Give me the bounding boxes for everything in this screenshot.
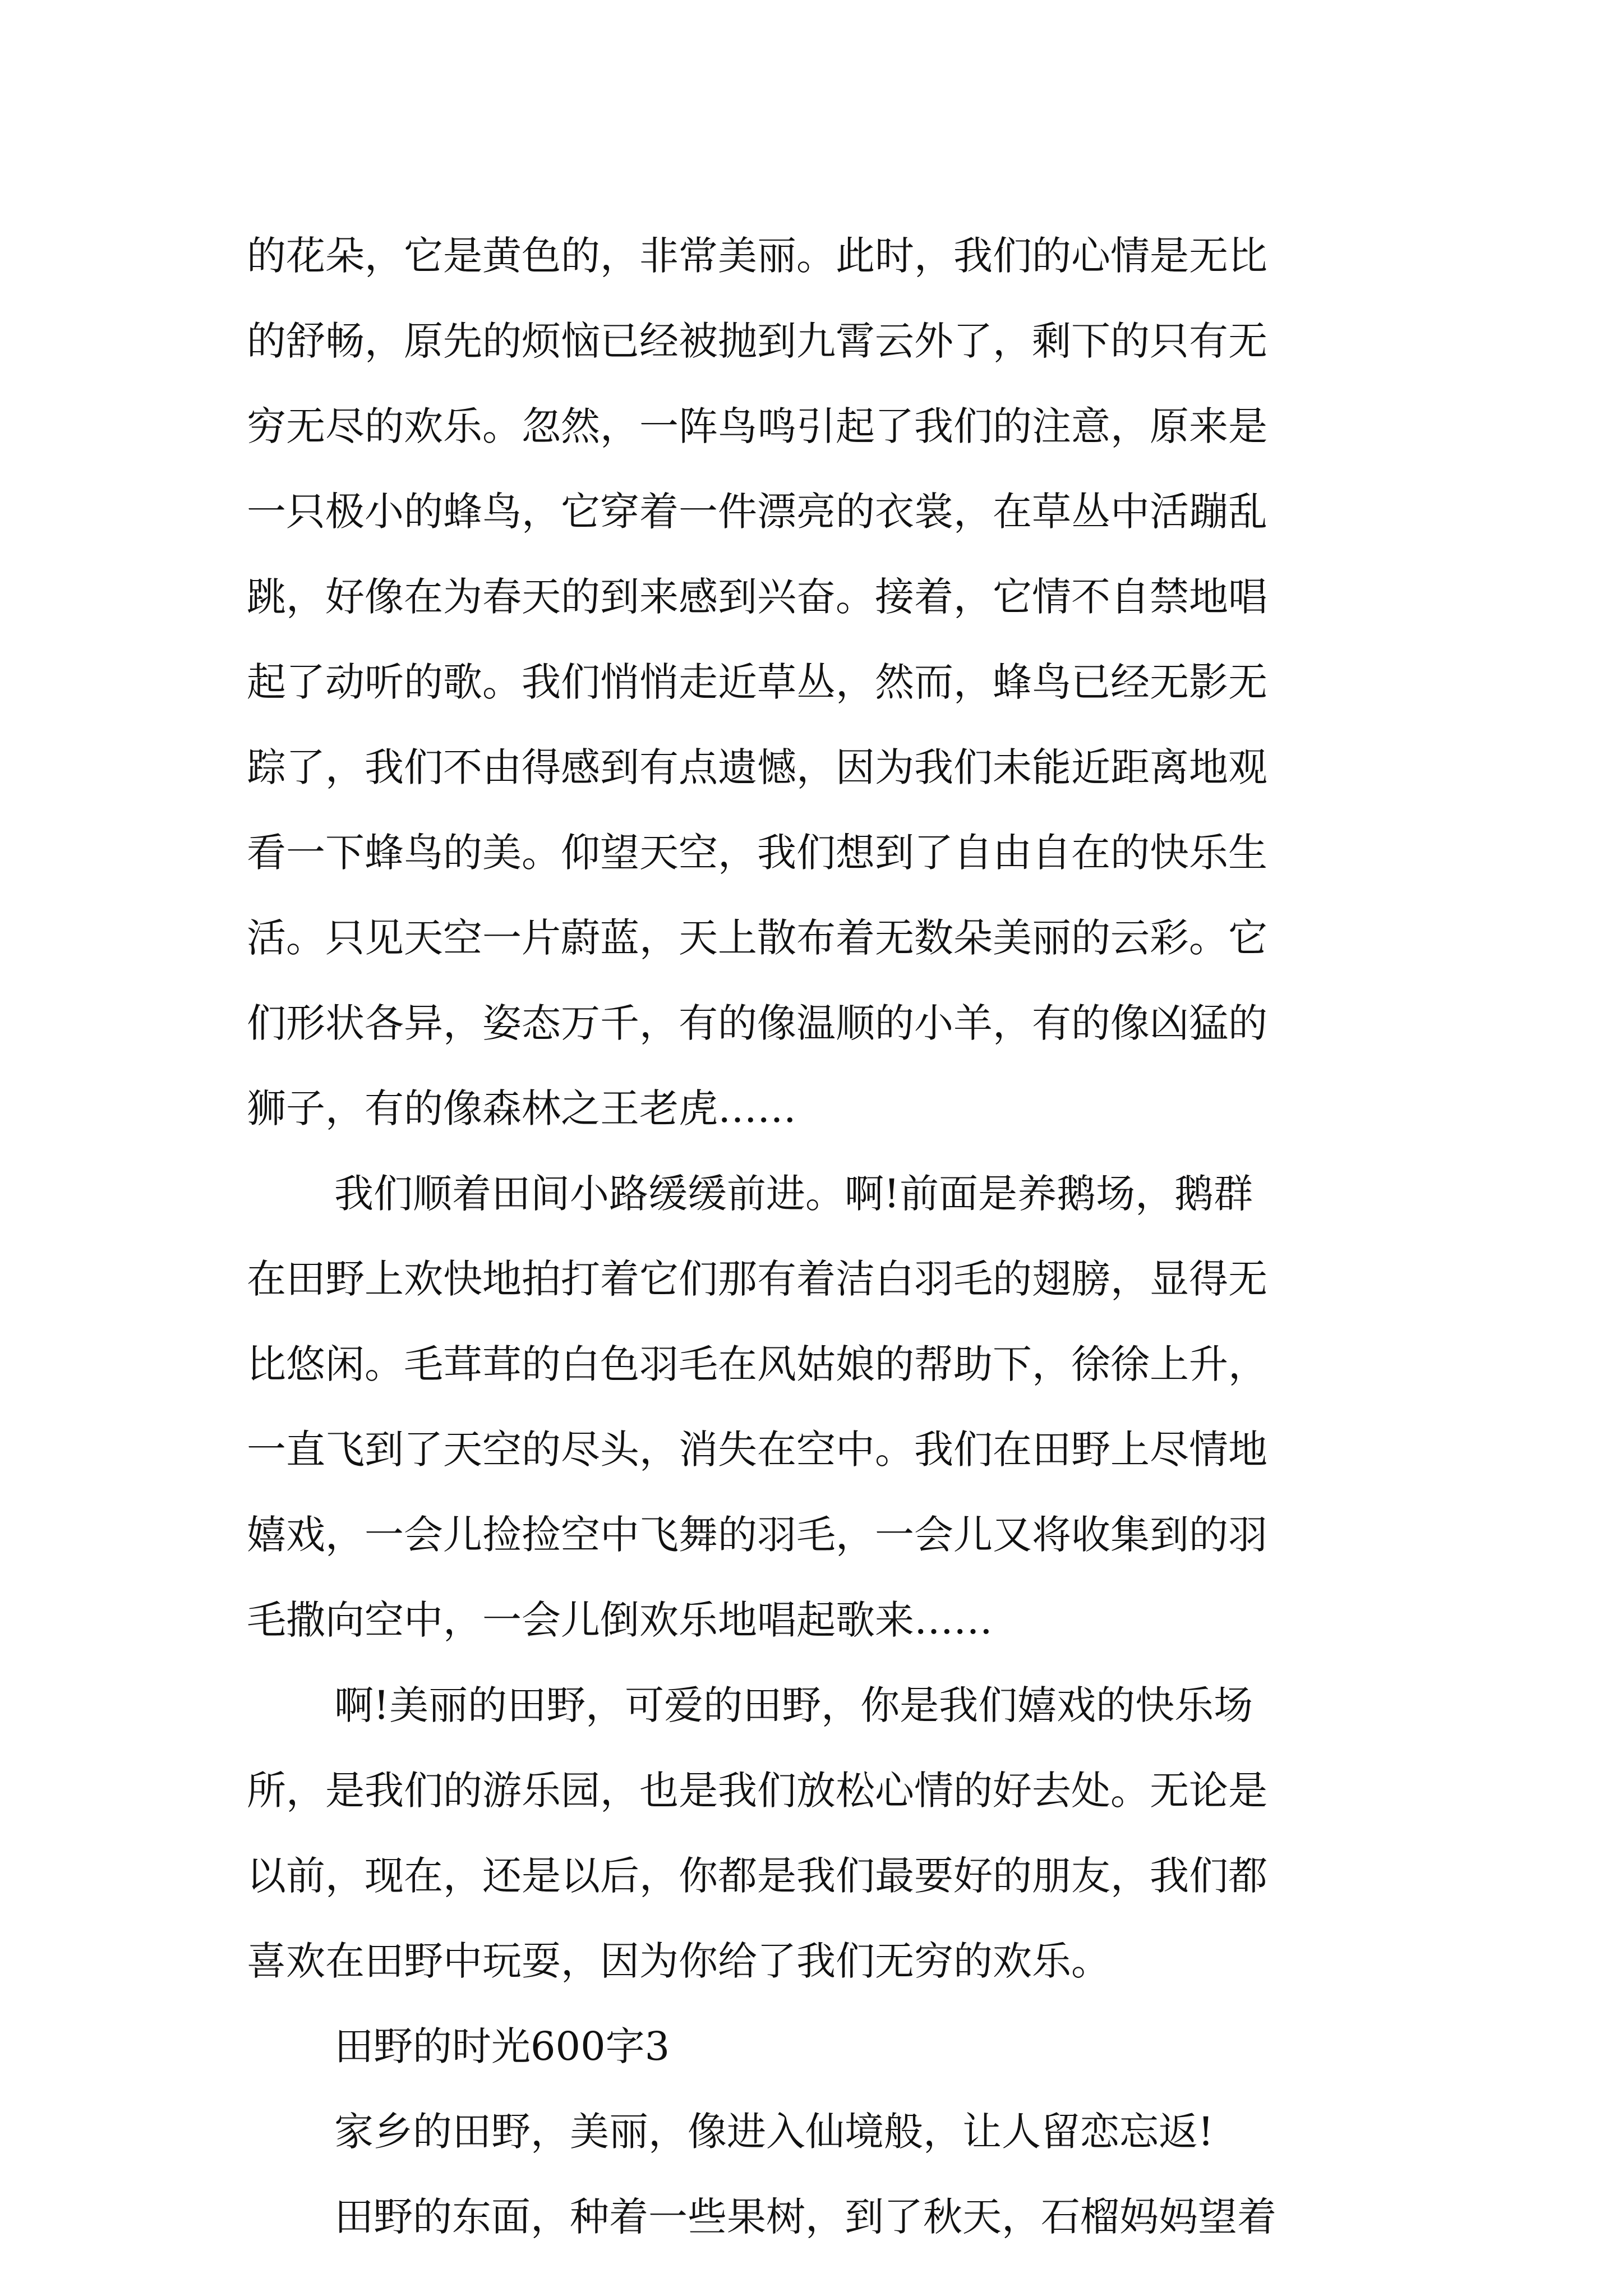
- text-line: 起了动听的歌。我们悄悄走近草丛，然而，蜂鸟已经无影无: [247, 659, 1267, 705]
- text-line: 跳，好像在为春天的到来感到兴奋。接着，它情不自禁地唱: [247, 574, 1267, 620]
- text-line: 在田野上欢快地拍打着它们那有着洁白羽毛的翅膀，显得无: [247, 1256, 1267, 1302]
- text-line: 的花朵，它是黄色的，非常美丽。此时，我们的心情是无比: [247, 233, 1267, 279]
- text-line: 所，是我们的游乐园，也是我们放松心情的好去处。无论是: [247, 1768, 1267, 1814]
- text-line: 一只极小的蜂鸟，它穿着一件漂亮的衣裳，在草丛中活蹦乱: [247, 489, 1267, 535]
- text-line: 嬉戏，一会儿捡捡空中飞舞的羽毛，一会儿又将收集到的羽: [247, 1512, 1267, 1558]
- text-line: 看一下蜂鸟的美。仰望天空，我们想到了自由自在的快乐生: [247, 830, 1267, 876]
- paragraph-first-line: 啊!美丽的田野，可爱的田野，你是我们嬉戏的快乐场: [334, 1682, 1253, 1728]
- text-line: 狮子，有的像森林之王老虎……: [247, 1085, 796, 1131]
- text-line: 喜欢在田野中玩耍，因为你给了我们无穷的欢乐。: [247, 1938, 1110, 1984]
- text-line: 比悠闲。毛茸茸的白色羽毛在风姑娘的帮助下，徐徐上升，: [247, 1341, 1267, 1387]
- text-line: 毛撒向空中，一会儿倒欢乐地唱起歌来……: [247, 1597, 993, 1643]
- text-line: 活。只见天空一片蔚蓝，天上散布着无数朵美丽的云彩。它: [247, 915, 1267, 961]
- text-line: 以前，现在，还是以后，你都是我们最要好的朋友，我们都: [247, 1853, 1267, 1899]
- document-body: [247, 213, 1391, 2260]
- text-line: 踪了，我们不由得感到有点遗憾，因为我们未能近距离地观: [247, 744, 1267, 790]
- paragraph-first-line: 家乡的田野，美丽，像进入仙境般，让人留恋忘返!: [334, 2109, 1214, 2155]
- text-line: 的舒畅，原先的烦恼已经被抛到九霄云外了，剩下的只有无: [247, 318, 1267, 364]
- text-line: 穷无尽的欢乐。忽然，一阵鸟鸣引起了我们的注意，原来是: [247, 403, 1267, 449]
- text-line: 们形状各异，姿态万千，有的像温顺的小羊，有的像凶猛的: [247, 1000, 1267, 1046]
- paragraph-first-line: 我们顺着田间小路缓缓前进。啊!前面是养鹅场，鹅群: [334, 1171, 1253, 1217]
- paragraph-first-line: 田野的东面，种着一些果树，到了秋天，石榴妈妈望着: [334, 2194, 1276, 2240]
- text-line: 一直飞到了天空的尽头，消失在空中。我们在田野上尽情地: [247, 1427, 1267, 1473]
- section-heading: 田野的时光600字3: [334, 2023, 670, 2069]
